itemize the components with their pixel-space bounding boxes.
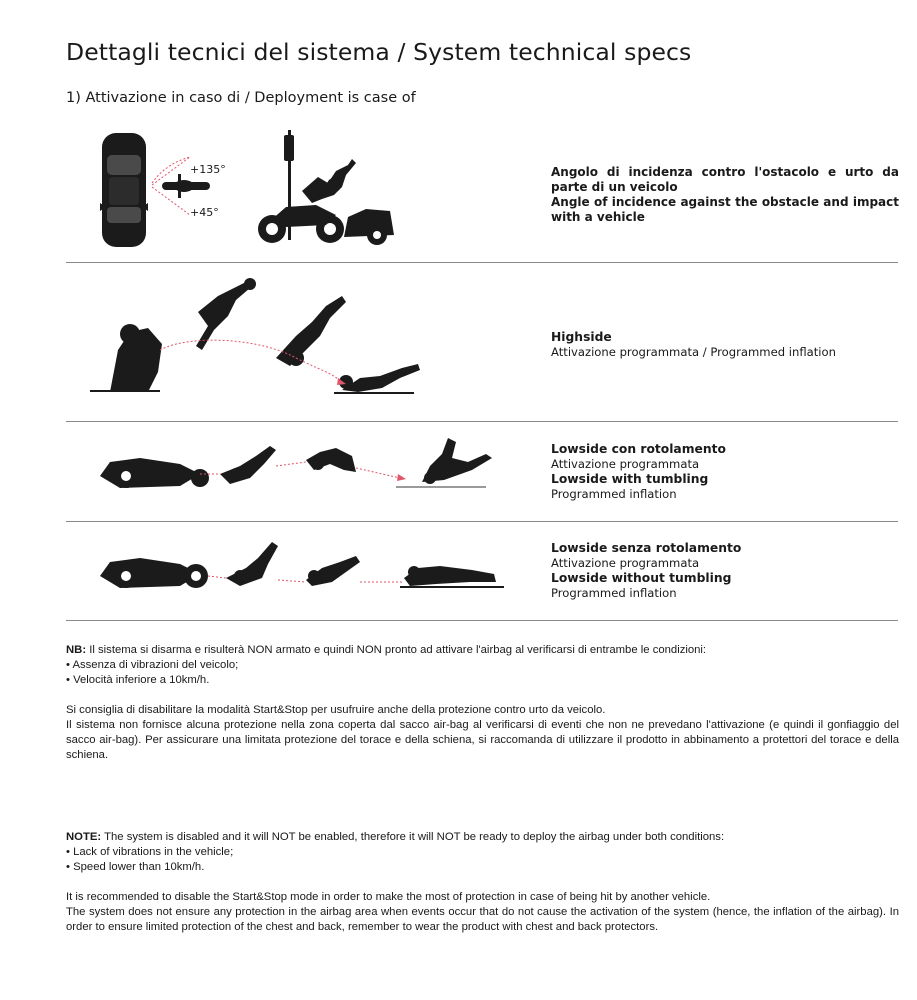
notes-it-paragraph-1: Si consiglia di disabilitare la modalità Start&Stop per usufruire anche della protezione contro urto da veicolo. <box>66 704 606 716</box>
scenario-highside-title: Highside <box>551 330 612 344</box>
rider-stopped <box>400 566 504 588</box>
rider-flying-2 <box>276 296 346 366</box>
rider-flying-1 <box>196 278 256 350</box>
car-top-view <box>100 133 148 247</box>
notes-en-bullet-1: • Lack of vibrations in the vehicle; <box>66 846 234 858</box>
rider-tumbling <box>306 448 356 472</box>
rider-sliding <box>220 446 276 484</box>
scenario-lowside-tumbling-sub-en: Programmed inflation <box>551 487 677 501</box>
rider-landed <box>334 364 420 394</box>
page-title: Dettagli tecnici del sistema / System technical specs <box>66 38 692 66</box>
notes-it-bullet-1: • Assenza di vibrazioni del veicolo; <box>66 659 239 671</box>
notes-en-paragraph-1: It is recommended to disable the Start&Stop mode in order to make the most of protection in case of being hit by another vehicle. <box>66 891 711 903</box>
rider-stopped <box>396 438 492 488</box>
notes-en-intro: The system is disabled and it will NOT be enabled, therefore it will NOT be ready to deploy the airbag under both conditions: <box>104 831 725 843</box>
angle-bottom-label: +45° <box>190 206 219 219</box>
section-heading: 1) Attivazione in caso di / Deployment is case of <box>66 90 416 106</box>
scenario-lowside-no-tumbling-title-en: Lowside without tumbling <box>551 571 732 585</box>
scenario-impact-en: Angle of incidence against the obstacle and impact with a vehicle <box>551 195 899 224</box>
lowside-no-tumbling-illustration <box>100 532 520 602</box>
scenario-lowside-tumbling-title-it: Lowside con rotolamento <box>551 442 726 456</box>
car-side <box>344 209 394 245</box>
notes-italian <box>66 643 899 763</box>
scenario-lowside-no-tumbling-title-it: Lowside senza rotolamento <box>551 541 742 555</box>
scenario-lowside-tumbling-title-en: Lowside with tumbling <box>551 472 709 486</box>
notes-english <box>66 830 899 935</box>
notes-en-bullet-2: • Speed lower than 10km/h. <box>66 861 205 873</box>
divider <box>66 262 898 263</box>
notes-en-label: NOTE: <box>66 831 102 843</box>
trajectory-line <box>160 340 342 382</box>
highside-illustration <box>90 272 450 412</box>
bike-on-ground <box>100 458 209 488</box>
notes-it-intro: Il sistema si disarma e risulterà NON armato e quindi NON pronto ad attivare l'airbag al verificarsi di entrambe le condizioni: <box>89 644 707 656</box>
scenario-lowside-tumbling-description <box>551 442 899 502</box>
rider-on-bike <box>90 324 162 392</box>
impact-angle-illustration <box>90 125 490 255</box>
scenario-highside-subtitle: Attivazione programmata / Programmed inflation <box>551 345 836 359</box>
motorcycle-side <box>258 205 344 243</box>
divider <box>66 421 898 422</box>
trajectory-arrowhead <box>397 474 406 481</box>
lowside-tumbling-illustration <box>100 430 520 500</box>
angle-top-label: +135° <box>190 163 226 176</box>
notes-it-bullet-2: • Velocità inferiore a 10km/h. <box>66 674 210 686</box>
moto-top-view <box>162 174 210 198</box>
notes-en-paragraph-2: The system does not ensure any protection in the airbag area when events occur that do not cause the activation of the system (hence, the inflation of the airbag). In order to ensure limited protection of the chest and back, remember to wear the product with chest and back protectors. <box>66 906 899 933</box>
scenario-impact-description <box>551 165 899 225</box>
rider-sliding-2 <box>306 556 360 586</box>
scenario-lowside-no-tumbling-sub-it: Attivazione programmata <box>551 556 700 570</box>
notes-it-label: NB: <box>66 644 87 656</box>
bike-on-ground <box>100 558 208 588</box>
scenario-highside-description <box>551 330 899 360</box>
scenario-impact-it: Angolo di incidenza contro l'ostacolo e urto da parte di un veicolo <box>551 165 899 194</box>
divider <box>66 521 898 522</box>
scenario-lowside-tumbling-sub-it: Attivazione programmata <box>551 457 700 471</box>
notes-it-paragraph-2: Il sistema non fornisce alcuna protezione nella zona coperta dal sacco air-bag al verificarsi di eventi che non ne prevedano l'attivazione (e quindi il gonfiaggio del sacco air-bag). Per assicurare una limitata protezione del torace e della schiena, si raccomanda di utilizzare il prodotto in abbinamento a protettori del torace e della schiena. <box>66 719 899 761</box>
rider-figure <box>302 159 356 203</box>
scenario-lowside-no-tumbling-sub-en: Programmed inflation <box>551 586 677 600</box>
rider-sliding <box>226 542 278 586</box>
divider <box>66 620 898 621</box>
scenario-lowside-no-tumbling-description <box>551 541 899 601</box>
